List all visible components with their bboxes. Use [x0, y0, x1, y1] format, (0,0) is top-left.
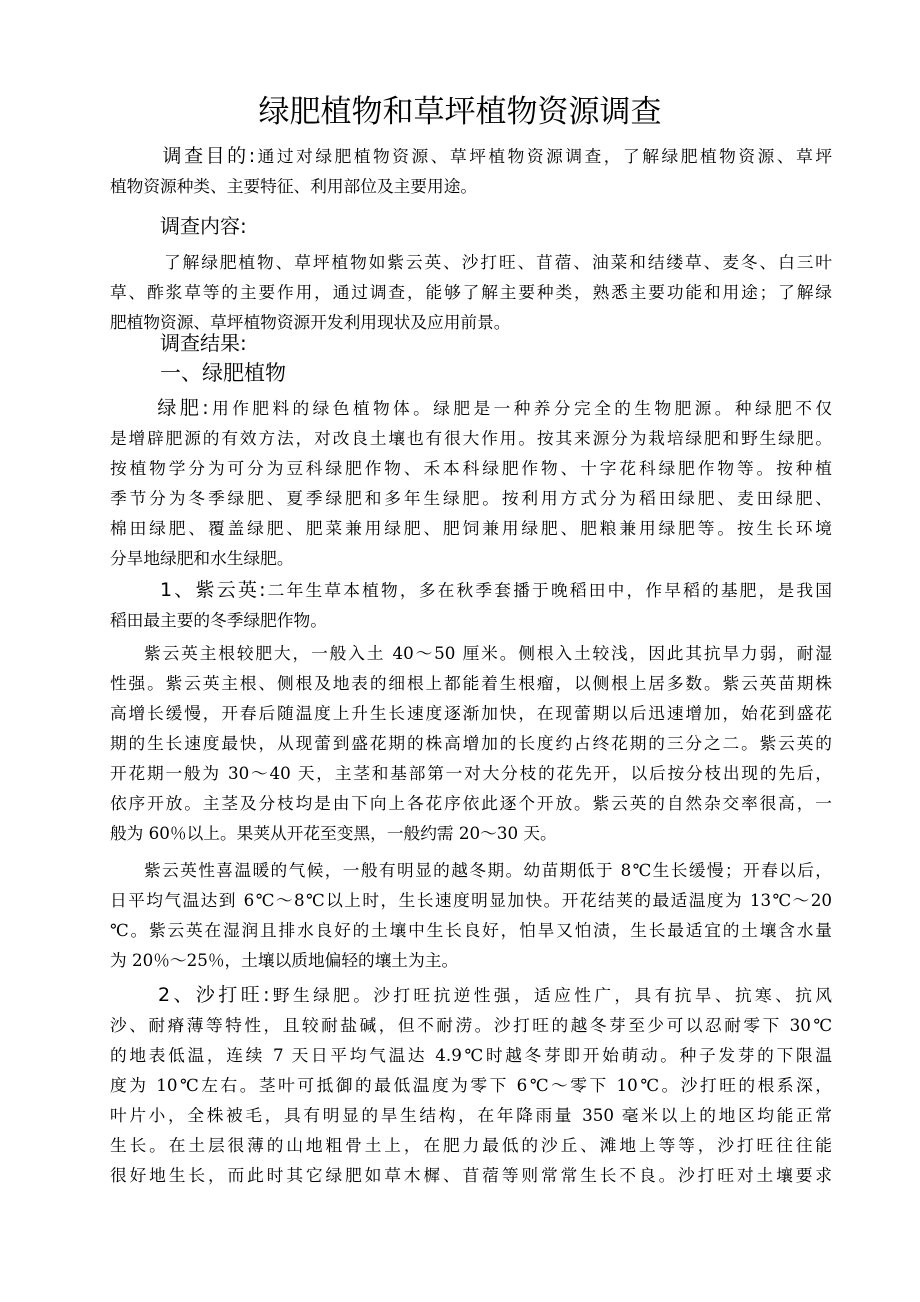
shadawang-line-2: 沙、耐瘠薄等特性，且较耐盐碱，但不耐涝。沙打旺的越冬芽至少可以忍耐零下 30℃	[110, 1015, 832, 1035]
ziyunying-p2-line-1: 紫云英主根较肥大，一般入土 40～50 厘米。侧根入土较浅，因此其抗旱力弱，耐湿	[144, 643, 832, 663]
results-heading: 调查结果:	[160, 331, 247, 355]
purpose-paragraph	[110, 141, 832, 201]
green-manure-paragraph	[110, 393, 832, 573]
ziyunying-p2-line-7: 般为 60％以上。果荚从开花至变黑，一般约需 20～30 天。	[110, 823, 557, 843]
content-paragraph	[110, 247, 832, 337]
ziyunying-para-3	[110, 855, 832, 975]
green-manure-label: 绿肥:	[154, 397, 209, 419]
shadawang-label: 2、沙打旺:	[158, 984, 270, 1006]
purpose-text-1: 通过对绿肥植物资源、草坪植物资源调查，了解绿肥植物资源、草坪	[255, 146, 833, 166]
ziyunying-p2-line-6: 依序开放。主茎及分枝均是由下向上各花序依此逐个开放。紫云英的自然杂交率很高，一	[110, 793, 832, 813]
shadawang-line-6: 生长。在土层很薄的山地粗骨土上，在肥力最低的沙丘、滩地上等等，沙打旺往往能	[110, 1135, 832, 1155]
shadawang-text-1: 野生绿肥。沙打旺抗逆性强，适应性广，具有抗旱、抗寒、抗风	[269, 985, 832, 1005]
page-title: 绿肥植物和草坪植物资源调查	[258, 94, 662, 130]
ziyunying-p3-line-2: 日平均气温达到 6℃～8℃以上时，生长速度明显加快。开花结荚的最适温度为 13℃～20	[110, 890, 832, 910]
ziyunying-p3-line-3: ℃。紫云英在湿润且排水良好的土壤中生长良好，怕旱又怕渍，生长最适宜的土壤含水量	[110, 920, 832, 940]
content-line-3: 肥植物资源、草坪植物资源开发利用现状及应用前景。	[110, 312, 511, 332]
shadawang-line-3: 的地表低温，连续 7 天日平均气温达 4.9℃时越冬芽即开始萌动。种子发芽的下限温	[110, 1045, 832, 1065]
green-manure-line-3: 按植物学分为可分为豆科绿肥作物、禾本科绿肥作物、十字花科绿肥作物等。按种植	[110, 458, 832, 478]
green-manure-text-1: 用作肥料的绿色植物体。绿肥是一种养分完全的生物肥源。种绿肥不仅	[208, 398, 833, 418]
shadawang-line-4: 度为 10℃左右。茎叶可抵御的最低温度为零下 6℃～零下 10℃。沙打旺的根系深，	[110, 1075, 832, 1095]
ziyunying-p3-line-1: 紫云英性喜温暖的气候，一般有明显的越冬期。幼苗期低于 8℃生长缓慢；开春以后，	[144, 860, 832, 880]
ziyunying-p2-line-3: 高增长缓慢，开春后随温度上升生长速度逐渐加快，在现蕾期以后迅速增加，始花到盛花	[110, 703, 832, 723]
shadawang-line-1	[110, 980, 832, 1010]
content-line-2: 草、酢浆草等的主要作用，通过调查，能够了解主要种类，熟悉主要功能和用途；了解绿	[110, 282, 832, 302]
green-manure-line-1	[110, 393, 832, 423]
content-heading: 调查内容:	[160, 214, 247, 238]
green-manure-line-6: 分旱地绿肥和水生绿肥。	[110, 548, 294, 568]
ziyunying-p2-line-4: 期的生长速度最快，从现蕾到盛花期的株高增加的长度约占终花期的三分之二。紫云英的	[110, 733, 832, 753]
ziyunying-label: 1、紫云英:	[160, 579, 266, 601]
ziyunying-line-1	[110, 575, 832, 605]
green-manure-line-5: 棉田绿肥、覆盖绿肥、肥菜兼用绿肥、肥饲兼用绿肥、肥粮兼用绿肥等。按生长环境	[110, 518, 832, 538]
ziyunying-text-1: 二年生草本植物，多在秋季套播于晚稻田中，作早稻的基肥，是我国	[265, 580, 832, 600]
purpose-label: 调查目的:	[160, 145, 256, 167]
shadawang-line-7: 很好地生长，而此时其它绿肥如草木樨、苜蓿等则常常生长不良。沙打旺对土壤要求	[110, 1165, 832, 1185]
shadawang-paragraph	[110, 980, 832, 1190]
shadawang-line-5: 叶片小，全株被毛，具有明显的旱生结构，在年降雨量 350 毫米以上的地区均能正常	[110, 1105, 832, 1125]
purpose-line-2: 植物资源种类、主要特征、利用部位及主要用途。	[110, 176, 478, 196]
content-line-1: 了解绿肥植物、草坪植物如紫云英、沙打旺、苜蓿、油菜和结缕草、麦冬、白三叶	[164, 252, 832, 272]
green-manure-line-2: 是增辟肥源的有效方法，对改良土壤也有很大作用。按其来源分为栽培绿肥和野生绿肥。	[110, 428, 832, 448]
ziyunying-para-2	[110, 638, 832, 848]
green-manure-line-4: 季节分为冬季绿肥、夏季绿肥和多年生绿肥。按利用方式分为稻田绿肥、麦田绿肥、	[110, 488, 832, 508]
ziyunying-p2-line-2: 性强。紫云英主根、侧根及地表的细根上都能着生根瘤，以侧根上居多数。紫云英苗期株	[110, 673, 832, 693]
ziyunying-line-2: 稻田最主要的冬季绿肥作物。	[110, 610, 327, 630]
purpose-line-1	[110, 141, 832, 171]
ziyunying-p3-line-4: 为 20％～25％，土壤以质地偏轻的壤土为主。	[110, 950, 459, 970]
section-1-heading: 一、绿肥植物	[160, 361, 286, 385]
ziyunying-p2-line-5: 开花期一般为 30～40 天，主茎和基部第一对大分枝的花先开，以后按分枝出现的先后，	[110, 763, 832, 783]
ziyunying-intro	[110, 575, 832, 635]
